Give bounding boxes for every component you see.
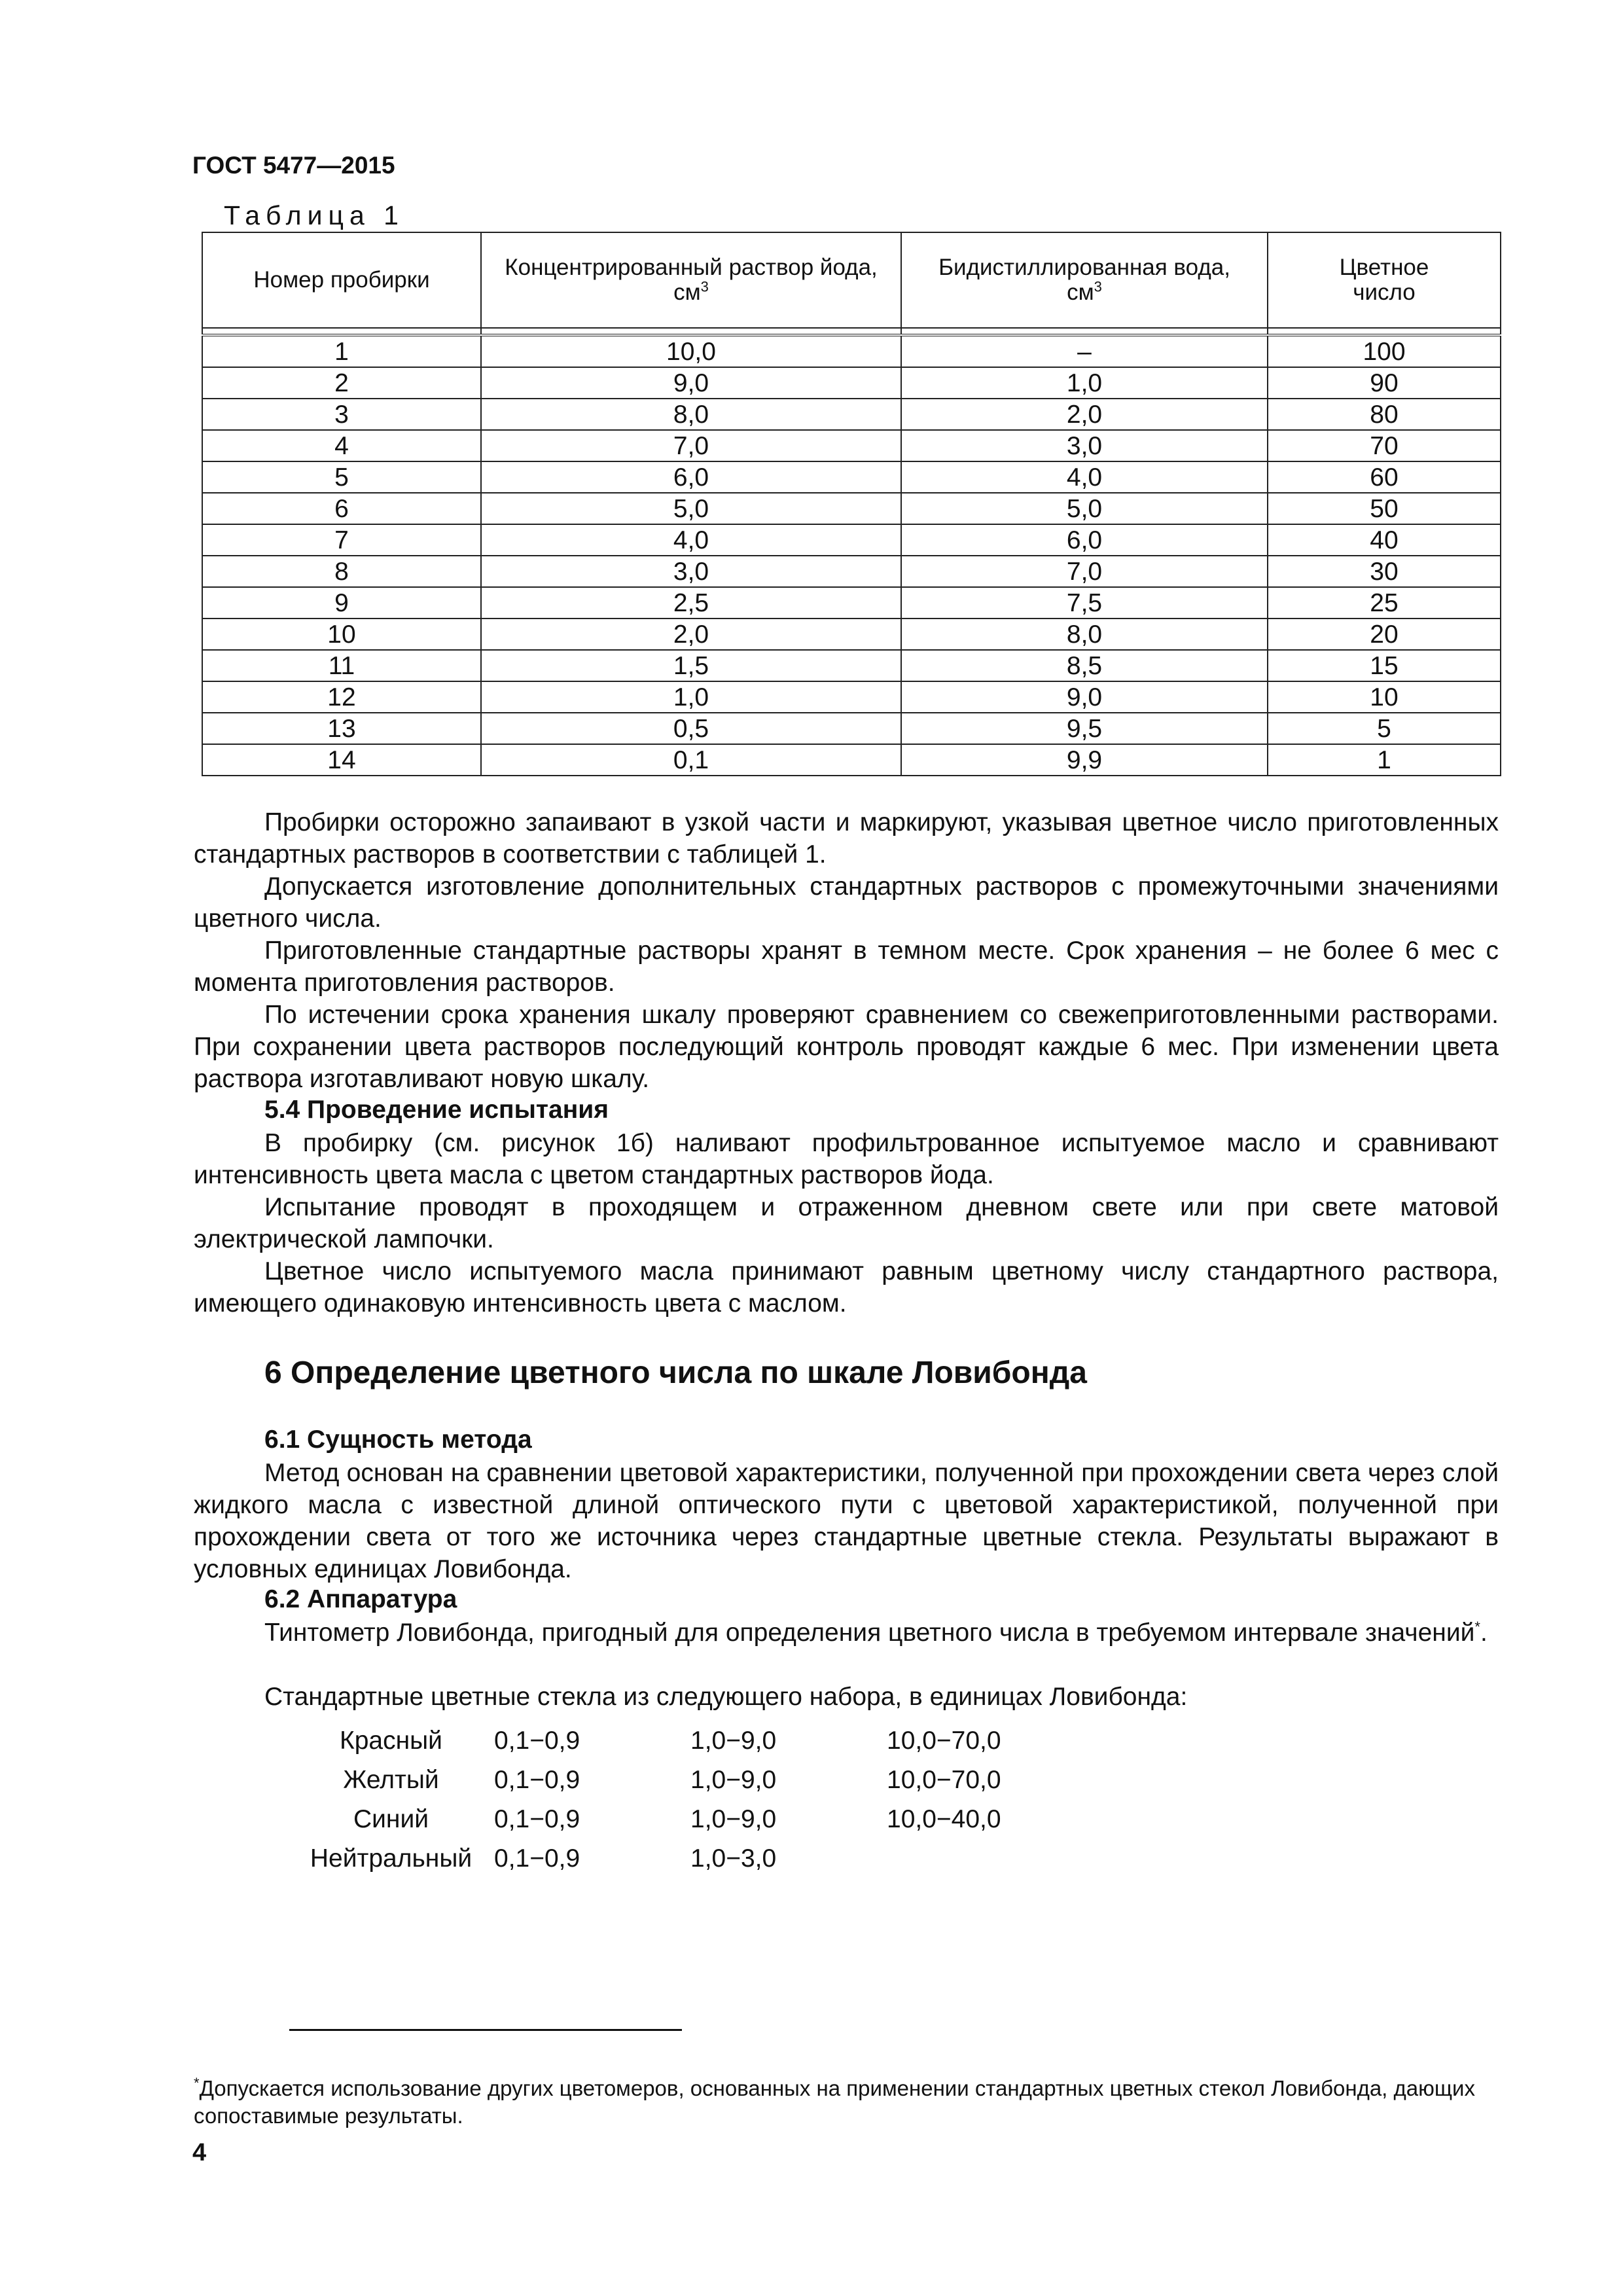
table-cell: 3 bbox=[202, 399, 481, 430]
table-row bbox=[202, 619, 1501, 650]
table-cell: 0,1 bbox=[481, 744, 901, 776]
table-cell: 4 bbox=[202, 430, 481, 461]
section-heading-6-1: 6.1 Сущность метода bbox=[264, 1426, 532, 1454]
table-cell: – bbox=[901, 335, 1268, 367]
glass-color-name: Синий bbox=[353, 1805, 429, 1833]
table-cell: 7 bbox=[202, 524, 481, 556]
table-cell: 1,0 bbox=[481, 681, 901, 713]
table-row bbox=[202, 335, 1501, 367]
table-row bbox=[202, 524, 1501, 556]
table-cell: 14 bbox=[202, 744, 481, 776]
table-cell: 80 bbox=[1268, 399, 1501, 430]
table-cell: 2,0 bbox=[901, 399, 1268, 430]
glass-range: 1,0−9,0 bbox=[690, 1766, 777, 1794]
paragraph-test-procedure: В пробирку (см. рисунок 1б) наливают профильтрованное испытуемое масло и сравнивают интенсивность цвета масла с цветом стандартных растворов йода. bbox=[194, 1129, 1499, 1189]
table-cell: 9,9 bbox=[901, 744, 1268, 776]
table-row bbox=[202, 556, 1501, 587]
section-heading-6: 6 Определение цветного числа по шкале Ловибонда bbox=[264, 1355, 1087, 1390]
table-cell: 7,0 bbox=[901, 556, 1268, 587]
table-cell: 12 bbox=[202, 681, 481, 713]
glass-color-name: Красный bbox=[340, 1727, 442, 1755]
table-row bbox=[202, 744, 1501, 776]
table-cell: 30 bbox=[1268, 556, 1501, 587]
table-cell: 2,0 bbox=[481, 619, 901, 650]
table-cell: 8,5 bbox=[901, 650, 1268, 681]
paragraph-lighting: Испытание проводят в проходящем и отраженном дневном свете или при свете матовой электрической лампочки. bbox=[194, 1193, 1499, 1253]
table-row bbox=[202, 430, 1501, 461]
header-iodine-solution: Концентрированный раствор йода, $см^3$ bbox=[481, 232, 901, 328]
glass-range: 1,0−9,0 bbox=[690, 1727, 777, 1755]
table-row bbox=[202, 681, 1501, 713]
table-cell: 13 bbox=[202, 713, 481, 744]
glass-range: 10,0−70,0 bbox=[887, 1727, 1001, 1755]
footnote-separator bbox=[289, 2029, 682, 2031]
document-code: ГОСТ 5477—2015 bbox=[192, 152, 395, 179]
glass-set-table bbox=[288, 1721, 1083, 1878]
table-cell: 5,0 bbox=[481, 493, 901, 524]
paragraph-result: Цветное число испытуемого масла принимают равным цветному числу стандартного раствора, имеющего одинаковую интенсивность цвета с маслом. bbox=[194, 1257, 1499, 1318]
footnote: *Допускается использование других цветомеров, основанных на применении стандартных цветных стекол Ловибонда, дающих сопоставимые результаты. bbox=[194, 2075, 1475, 2128]
table-cell: 90 bbox=[1268, 367, 1501, 399]
paragraph-storage: Приготовленные стандартные растворы хранят в темном месте. Срок хранения – не более 6 мес с момента приготовления растворов. bbox=[194, 937, 1499, 997]
table-cell: 6,0 bbox=[481, 461, 901, 493]
header-tube-number: Номер пробирки bbox=[202, 232, 481, 328]
glass-set-row bbox=[288, 1839, 1083, 1878]
glass-range: 10,0−70,0 bbox=[887, 1766, 1001, 1794]
glass-range: 0,1−0,9 bbox=[494, 1766, 580, 1794]
glass-set-row bbox=[288, 1721, 1083, 1761]
table-cell: 10,0 bbox=[481, 335, 901, 367]
table-cell: 3,0 bbox=[481, 556, 901, 587]
section-heading-6-2: 6.2 Аппаратура bbox=[264, 1585, 457, 1613]
table-cell: 8 bbox=[202, 556, 481, 587]
paragraph-glass-set: Стандартные цветные стекла из следующего набора, в единицах Ловибонда: bbox=[264, 1683, 1188, 1711]
table-cell: 5 bbox=[202, 461, 481, 493]
table-cell: 9 bbox=[202, 587, 481, 619]
table-cell: 20 bbox=[1268, 619, 1501, 650]
table-cell: 7,0 bbox=[481, 430, 901, 461]
table-cell: 6 bbox=[202, 493, 481, 524]
table-row bbox=[202, 399, 1501, 430]
table-cell: 9,0 bbox=[901, 681, 1268, 713]
paragraph-additional-solutions: Допускается изготовление дополнительных стандартных растворов с промежуточными значениями цветного числа. bbox=[194, 872, 1499, 933]
glass-range: 0,1−0,9 bbox=[494, 1727, 580, 1755]
table-cell: 2 bbox=[202, 367, 481, 399]
table-cell: 9,5 bbox=[901, 713, 1268, 744]
table-cell: 3,0 bbox=[901, 430, 1268, 461]
paragraph-tintometer: Тинтометр Ловибонда, пригодный для определения цветного числа в требуемом интервале значений*. bbox=[264, 1619, 1488, 1647]
table-cell: 9,0 bbox=[481, 367, 901, 399]
header-color-number: Цветное число bbox=[1268, 232, 1501, 328]
table-cell: 60 bbox=[1268, 461, 1501, 493]
table-cell: 1,0 bbox=[901, 367, 1268, 399]
table-cell: 5,0 bbox=[901, 493, 1268, 524]
glass-range: 0,1−0,9 bbox=[494, 1805, 580, 1833]
table-header-separator bbox=[202, 328, 1501, 335]
table-cell: 4,0 bbox=[901, 461, 1268, 493]
table-header-row bbox=[202, 232, 1501, 328]
paragraph-method-essence: Метод основан на сравнении цветовой характеристики, полученной при прохождении света через слой жидкого масла с известной длиной оптического пути с цветовой характеристикой, полученной при прохождении света от того же источника через стандартные цветные стекла. Результаты выражают в условных единицах Ловибонда. bbox=[194, 1459, 1499, 1583]
table-1 bbox=[202, 232, 1501, 776]
table-cell: 0,5 bbox=[481, 713, 901, 744]
table-row bbox=[202, 713, 1501, 744]
table-cell: 1 bbox=[1268, 744, 1501, 776]
table-cell: 10 bbox=[1268, 681, 1501, 713]
table-row bbox=[202, 493, 1501, 524]
glass-range: 10,0−40,0 bbox=[887, 1805, 1001, 1833]
glass-range bbox=[887, 1839, 1083, 1878]
glass-color-name: Нейтральный bbox=[310, 1844, 473, 1873]
table-cell: 5 bbox=[1268, 713, 1501, 744]
header-bidistilled-water: Бидистиллированная вода, $см^3$ bbox=[901, 232, 1268, 328]
table-cell: 25 bbox=[1268, 587, 1501, 619]
footnote-mark: * bbox=[1474, 1619, 1480, 1635]
table-caption: Таблица 1 bbox=[224, 200, 404, 230]
table-row bbox=[202, 587, 1501, 619]
glass-range: 0,1−0,9 bbox=[494, 1844, 580, 1873]
glass-set-row bbox=[288, 1800, 1083, 1839]
table-cell: 1 bbox=[202, 335, 481, 367]
glass-range: 1,0−3,0 bbox=[690, 1844, 777, 1873]
table-row bbox=[202, 461, 1501, 493]
table-cell: 15 bbox=[1268, 650, 1501, 681]
table-cell: 10 bbox=[202, 619, 481, 650]
table-cell: 70 bbox=[1268, 430, 1501, 461]
glass-color-name: Желтый bbox=[343, 1766, 439, 1794]
table-cell: 7,5 bbox=[901, 587, 1268, 619]
table-cell: 2,5 bbox=[481, 587, 901, 619]
table-cell: 1,5 bbox=[481, 650, 901, 681]
glass-set-row bbox=[288, 1761, 1083, 1800]
glass-range: 1,0−9,0 bbox=[690, 1805, 777, 1833]
table-cell: 100 bbox=[1268, 335, 1501, 367]
table-cell: 8,0 bbox=[481, 399, 901, 430]
table-cell: 8,0 bbox=[901, 619, 1268, 650]
section-heading-5-4: 5.4 Проведение испытания bbox=[264, 1096, 609, 1124]
table-cell: 11 bbox=[202, 650, 481, 681]
table-row bbox=[202, 650, 1501, 681]
paragraph-sealing: Пробирки осторожно запаивают в узкой части и маркируют, указывая цветное число приготовленных стандартных растворов в соответствии с таблицей 1. bbox=[194, 808, 1499, 869]
paragraph-expiry-check: По истечении срока хранения шкалу проверяют сравнением со свежеприготовленными растворами. При сохранении цвета растворов последующий контроль проводят каждые 6 мес. При изменении цвета раствора изготавливают новую шкалу. bbox=[194, 1001, 1499, 1093]
page-number: 4 bbox=[192, 2139, 207, 2166]
table-cell: 40 bbox=[1268, 524, 1501, 556]
table-cell: 4,0 bbox=[481, 524, 901, 556]
table-row bbox=[202, 367, 1501, 399]
table-cell: 50 bbox=[1268, 493, 1501, 524]
table-cell: 6,0 bbox=[901, 524, 1268, 556]
